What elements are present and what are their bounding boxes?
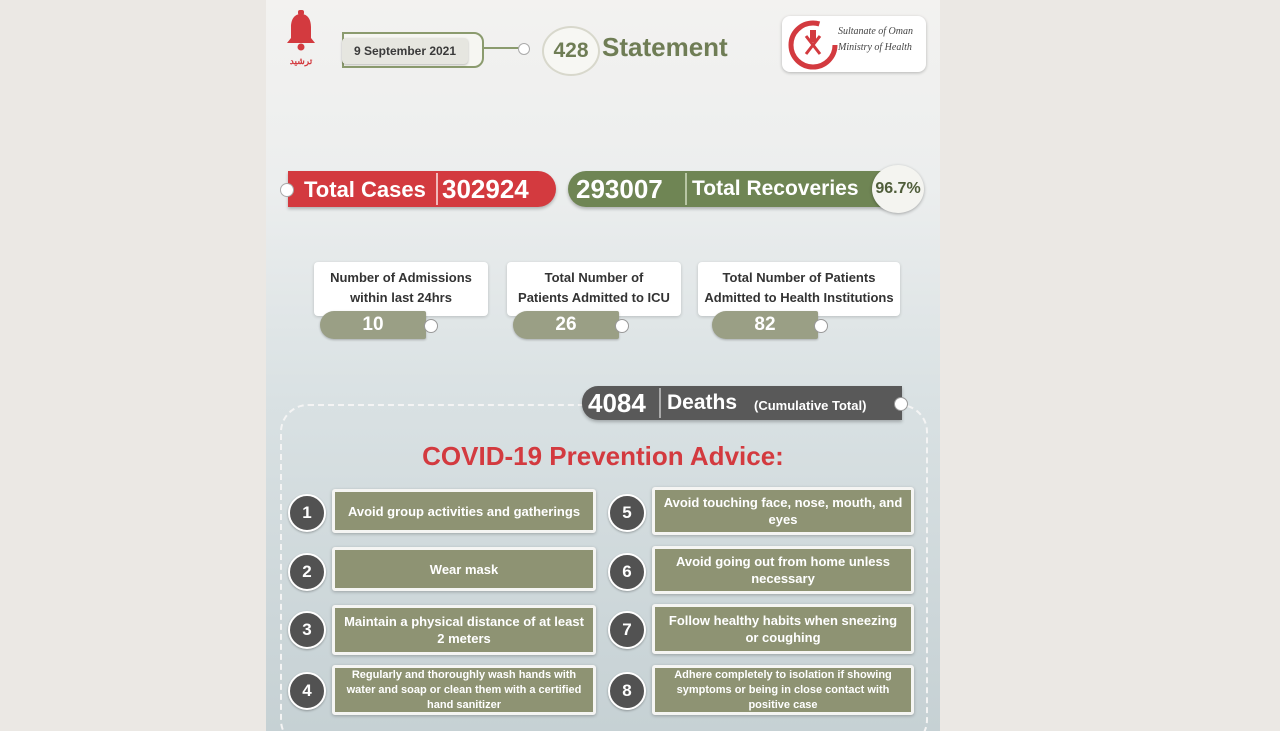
total-cases-value: 302924 xyxy=(442,174,529,204)
advice-item-8: Adhere completely to isolation if showing symptoms or being in close contact with positive case xyxy=(652,665,914,715)
statement-label: Statement xyxy=(602,32,728,62)
advice-item-3: Maintain a physical distance of at least 2 meters xyxy=(332,605,596,655)
advice-item-2: Wear mask xyxy=(332,547,596,591)
advice-item-4: Regularly and thoroughly wash hands with water and soap or clean them with a certified hand sanitizer xyxy=(332,665,596,715)
ministry-name xyxy=(838,24,913,56)
deaths-divider xyxy=(659,388,661,418)
right-blurred-margin xyxy=(940,0,1280,731)
advice-number-1: 1 xyxy=(288,494,326,532)
stat-label-line: Total Number of Patients xyxy=(722,270,876,285)
advice-number-4: 4 xyxy=(288,672,326,710)
advice-number-2: 2 xyxy=(288,553,326,591)
advice-item-1: Avoid group activities and gatherings xyxy=(332,489,596,533)
total-cases-label: Total Cases xyxy=(304,177,426,202)
total-recoveries-divider xyxy=(685,173,687,205)
total-cases-divider xyxy=(436,173,438,205)
stat-label-line: Total Number of xyxy=(544,270,644,285)
deaths-dot xyxy=(894,397,908,411)
deaths-label: Deaths xyxy=(667,391,738,414)
advice-number-6: 6 xyxy=(608,553,646,591)
stat-dot xyxy=(814,319,828,333)
icu-admissions-card xyxy=(507,262,681,316)
admissions-24h-card xyxy=(314,262,488,316)
advice-item-5: Avoid touching face, nose, mouth, and eyes xyxy=(652,487,914,535)
total-cases-dot xyxy=(280,183,294,197)
stat-label-line: Number of Admissions xyxy=(330,270,472,285)
statement-number: 428 xyxy=(542,26,600,76)
left-blurred-margin xyxy=(0,0,266,731)
deaths-sublabel: (Cumulative Total) xyxy=(754,398,867,413)
advice-number-8: 8 xyxy=(608,672,646,710)
health-institution-admissions-value: 82 xyxy=(712,311,818,339)
ministry-line-2: Ministry of Health xyxy=(838,42,912,53)
icu-admissions-value: 26 xyxy=(513,311,619,339)
statement-date: 9 September 2021 xyxy=(342,38,468,64)
logo-caption: ترشيد xyxy=(289,56,313,66)
header-connector-dot xyxy=(518,43,530,55)
deaths-value: 4084 xyxy=(588,388,646,418)
header-connector xyxy=(482,47,522,49)
advice-item-6: Avoid going out from home unless necessary xyxy=(652,546,914,594)
stat-dot xyxy=(615,319,629,333)
recovery-rate-badge: 96.7% xyxy=(872,165,924,213)
advice-item-7: Follow healthy habits when sneezing or coughing xyxy=(652,604,914,654)
health-institution-admissions-card xyxy=(698,262,900,316)
stat-label-line: Patients Admitted to ICU xyxy=(518,290,670,305)
total-recoveries-value: 293007 xyxy=(576,174,663,204)
ministry-line-1: Sultanate of Oman xyxy=(838,26,913,37)
stat-label-line: within last 24hrs xyxy=(350,290,452,305)
advice-number-5: 5 xyxy=(608,494,646,532)
infographic-panel xyxy=(266,0,940,731)
ministry-of-health-logo-icon xyxy=(786,18,840,72)
total-recoveries-label: Total Recoveries xyxy=(692,177,859,200)
admissions-24h-value: 10 xyxy=(320,311,426,339)
advice-number-3: 3 xyxy=(288,611,326,649)
advice-number-7: 7 xyxy=(608,611,646,649)
advice-title: COVID-19 Prevention Advice: xyxy=(422,441,784,471)
stat-label-line: Admitted to Health Institutions xyxy=(704,290,894,305)
stat-dot xyxy=(424,319,438,333)
